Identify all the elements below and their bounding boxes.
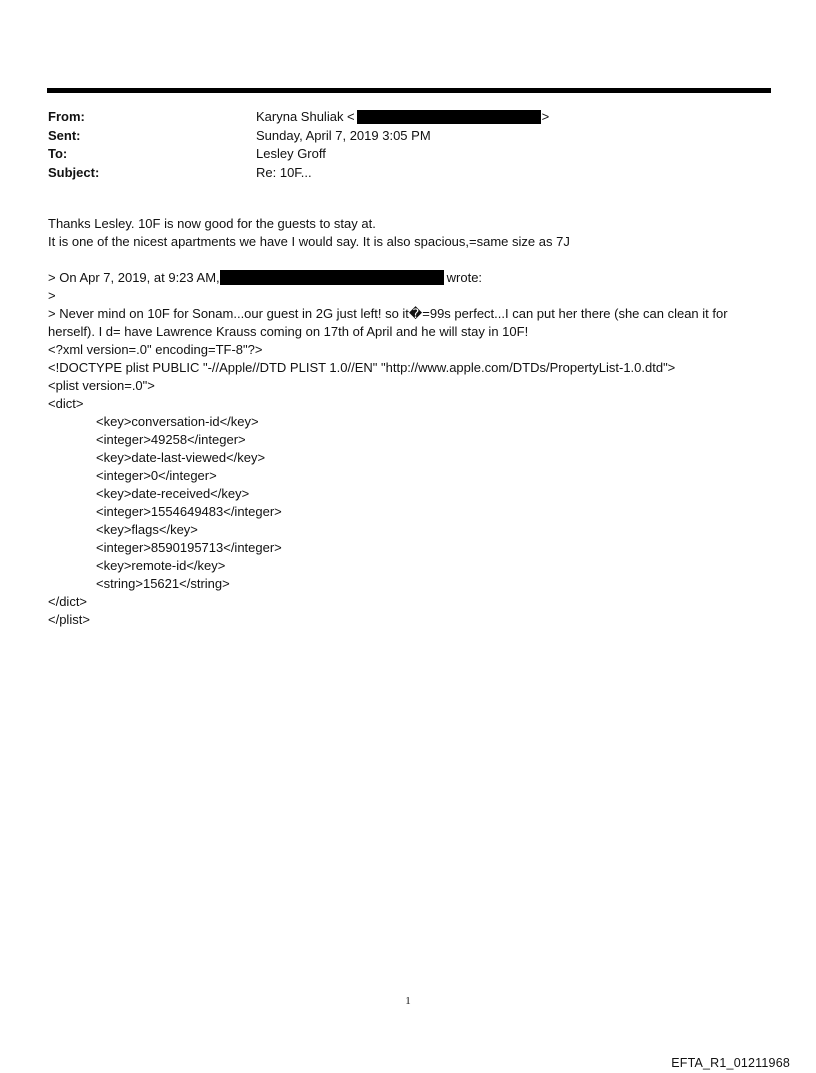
quote-intro-start: > On Apr 7, 2019, at 9:23 AM, bbox=[48, 270, 220, 285]
from-name: Karyna Shuliak < bbox=[256, 109, 355, 124]
redacted-sender-block bbox=[220, 270, 444, 285]
sent-label: Sent: bbox=[48, 127, 81, 143]
quote-text: > Never mind on 10F for Sonam...our guest in 2G just left! so it�=99s perfect...I can put her there (she can clean it for herself). I d= have Lawrence Krauss coming on 17th of April and he will stay in 10F! bbox=[48, 306, 728, 339]
dict-line-7: <key>flags</key> bbox=[96, 522, 198, 537]
quote-intro bbox=[48, 269, 768, 287]
to-label: To: bbox=[48, 146, 68, 161]
document-id: EFTA_R1_01211968 bbox=[671, 1056, 790, 1070]
dict-line-5: <key>date-received</key> bbox=[96, 486, 250, 501]
xml-line-4: <dict> bbox=[48, 396, 84, 411]
dict-line-3: <key>date-last-viewed</key> bbox=[96, 450, 266, 465]
redacted-email-block bbox=[357, 110, 541, 124]
from-close: > bbox=[541, 109, 550, 124]
closing-line-1: </dict> bbox=[48, 594, 88, 609]
subject-label: Subject: bbox=[48, 164, 100, 180]
from-value bbox=[256, 108, 768, 127]
from-label: From: bbox=[48, 109, 85, 124]
spacer bbox=[48, 251, 768, 269]
dict-line-2: <integer>49258</integer> bbox=[96, 432, 246, 447]
xml-line-2: <!DOCTYPE plist PUBLIC "-//Apple//DTD PLIST 1.0//EN" "http://www.apple.com/DTDs/PropertyList-1.0.dtd"> bbox=[48, 360, 676, 375]
to-row bbox=[48, 145, 768, 164]
email-header bbox=[48, 108, 768, 182]
dict-line-1: <key>conversation-id</key> bbox=[96, 414, 259, 429]
quote-blank: > bbox=[48, 288, 56, 303]
header-rule bbox=[47, 88, 771, 93]
sent-value: Sunday, April 7, 2019 3:05 PM bbox=[256, 127, 431, 143]
subject-value: Re: 10F... bbox=[256, 164, 312, 180]
dict-line-8: <integer>8590195713</integer> bbox=[96, 540, 282, 555]
xml-line-1: <?xml version=.0" encoding=TF-8"?> bbox=[48, 342, 263, 357]
from-row bbox=[48, 108, 768, 127]
page-number: 1 bbox=[405, 995, 411, 1007]
sent-row bbox=[48, 127, 768, 146]
closing-line-2: </plist> bbox=[48, 612, 90, 627]
dict-line-4: <integer>0</integer> bbox=[96, 468, 217, 483]
quote-intro-end: wrote: bbox=[446, 270, 483, 285]
xml-line-3: <plist version=.0"> bbox=[48, 378, 155, 393]
dict-line-10: <string>15621</string> bbox=[96, 576, 230, 591]
dict-line-6: <integer>1554649483</integer> bbox=[96, 504, 282, 519]
email-body bbox=[48, 215, 768, 629]
body-line-1: Thanks Lesley. 10F is now good for the guests to stay at. bbox=[48, 216, 376, 231]
to-value: Lesley Groff bbox=[256, 146, 326, 161]
body-line-2: It is one of the nicest apartments we have I would say. It is also spacious,=same size as 7J bbox=[48, 234, 570, 249]
dict-line-9: <key>remote-id</key> bbox=[96, 558, 226, 573]
subject-row bbox=[48, 164, 768, 183]
